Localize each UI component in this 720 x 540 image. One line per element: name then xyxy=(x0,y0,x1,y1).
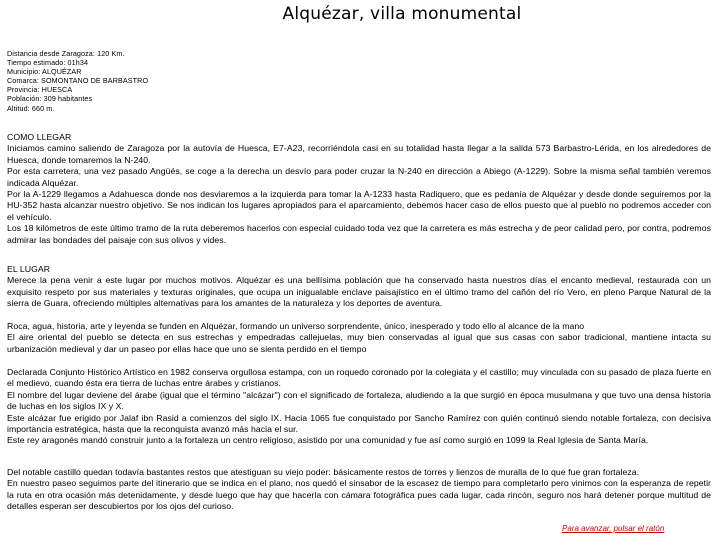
paragraph: Por la A-1229 llegamos a Adahuesca donde nos desviaremos a la izquierda para tomar la A-1233 hasta Radiquero, que es pedanía de Alquézar y desde donde seguiremos por la HU-352 hasta alcanzar nuestro objetivo. Se nos indican los lugares apropiados para el aparcamiento, debemos hacer caso de ellos puesto que al pueblo no podremos acceder con el vehículo. xyxy=(7,189,711,222)
fact-county: Comarca: SOMONTANO DE BARBASTRO xyxy=(7,76,149,86)
fact-municipality: Municipio: ALQUÉZAR xyxy=(7,67,82,77)
fact-population: Población: 309 habitantes xyxy=(7,94,93,104)
paragraph: Declarada Conjunto Histórico Artístico en 1982 conserva orgullosa estampa, con un roquedo coronado por la colegiata y el castillo; muy vinculada con su pasado de plaza fuerte en el medievo, cuando ésta era tierra de luchas entre árabes y cristianos. xyxy=(7,367,711,389)
paragraph: Merece la pena venir a este lugar por muchos motivos. Alquézar es una bellísima población que ha conservado hasta nuestros días el encanto medieval, restaurada con un exquisito respeto por sus materiales y texturas originales, que ocupa un inigualable enclave paisajístico en el último tramo del cañón del río Vero, en pleno Parque Natural de la sierra de Guara, ofreciendo múltiples alternativas para los amantes de la naturaleza y los deportes de aventura. xyxy=(7,275,711,309)
section-heading: EL LUGAR xyxy=(7,264,51,274)
fact-time: Tiempo estimado: 01h34 xyxy=(7,58,89,68)
paragraph: El aire oriental del pueblo se detecta en sus estrechas y empedradas callejuelas, muy bien conservadas al igual que sus casas con sabor tradicional, mantiene intacta su urbanización medieval y dar un paseo por ellas hace que uno se sienta perdido en el tiempo xyxy=(7,332,711,354)
facts-list xyxy=(7,49,148,113)
page-title: Alquézar, villa monumental xyxy=(282,4,522,24)
paragraph: Los 18 kilómetros de este último tramo de la ruta deberemos hacerlos con especial cuidado toda vez que la carretera es más estrecha y de peor calidad pero, por contra, podremos admirar las bondades del paisaje con sus olivos y vides. xyxy=(7,223,711,245)
paragraph: Por esta carretera, una vez pasado Angüés, se coge a la derecha un desvío para poder cruzar la N-240 en dirección a Abiego (A-1229). Sobre la misma señal también veremos indicada Alquézar. xyxy=(7,166,711,188)
section-castillo xyxy=(7,467,711,513)
fact-distance: Distancia desde Zaragoza: 120 Km. xyxy=(7,49,125,58)
section-declarada xyxy=(7,367,711,447)
section-como-llegar xyxy=(7,132,711,246)
section-el-lugar xyxy=(7,264,711,310)
paragraph: Roca, agua, historia, arte y leyenda se funden en Alquézar, formando un universo sorprendente, único, inesperado y todo ello al alcance de la mano xyxy=(7,321,585,331)
section-roca xyxy=(7,321,711,355)
paragraph: Iniciamos camino saliendo de Zaragoza por la autovía de Huesca, E7-A23, recorriéndola casi en su totalidad hasta llegar a la salida 573 Barbastro-Lérida, en los alrededores de Huesca, donde tomaremos la N-240. xyxy=(7,143,711,165)
section-heading: COMO LLEGAR xyxy=(7,132,72,142)
paragraph: Del notable castillo quedan todavía bastantes restos que atestiguan su viejo poder: básicamente restos de torres y lienzos de muralla de lo que fue gran fortaleza. xyxy=(7,467,640,477)
paragraph: Este rey aragonés mandó construir junto a la fortaleza un centro religioso, asistido por una comunidad y fue así como surgió en 1099 la Real Iglesia de Santa María. xyxy=(7,435,649,446)
next-slide-link[interactable]: Para avanzar, pulsar el ratón xyxy=(562,524,665,533)
paragraph: El nombre del lugar deviene del árabe (igual que el término "alcázar") con el significado de fortaleza, aludiendo a la que surgió en época musulmana y que tuvo una densa historia de luchas en los siglos IX y X. xyxy=(7,389,711,412)
paragraph: En nuestro paseo seguimos parte del itinerario que se indica en el plano, nos quedó el sinsabor de la escasez de tiempo para completarlo pero vinimos con la esperanza de repetir la ruta en otra ocasión más detenidamente, y desde luego que hay que hacerla con cámara fotográfica pues cada lugar, cada rincón, seguro nos hará detener porque multitud de detalles esperan ser descubiertos por los ojos del curioso. xyxy=(7,478,711,512)
fact-altitude: Altitud: 660 m. xyxy=(7,103,55,113)
paragraph: Este alcázar fue erigido por Jalaf ibn Rasid a comienzos del siglo IX. Hacia 1065 fue conquistado por Sancho Ramírez con quién continuó siendo notable fortaleza, con decisiva importancia estratégica, hasta que la reconquista avanzó más hacia el sur. xyxy=(7,412,711,435)
fact-province: Provincia: HUESCA xyxy=(7,85,73,95)
